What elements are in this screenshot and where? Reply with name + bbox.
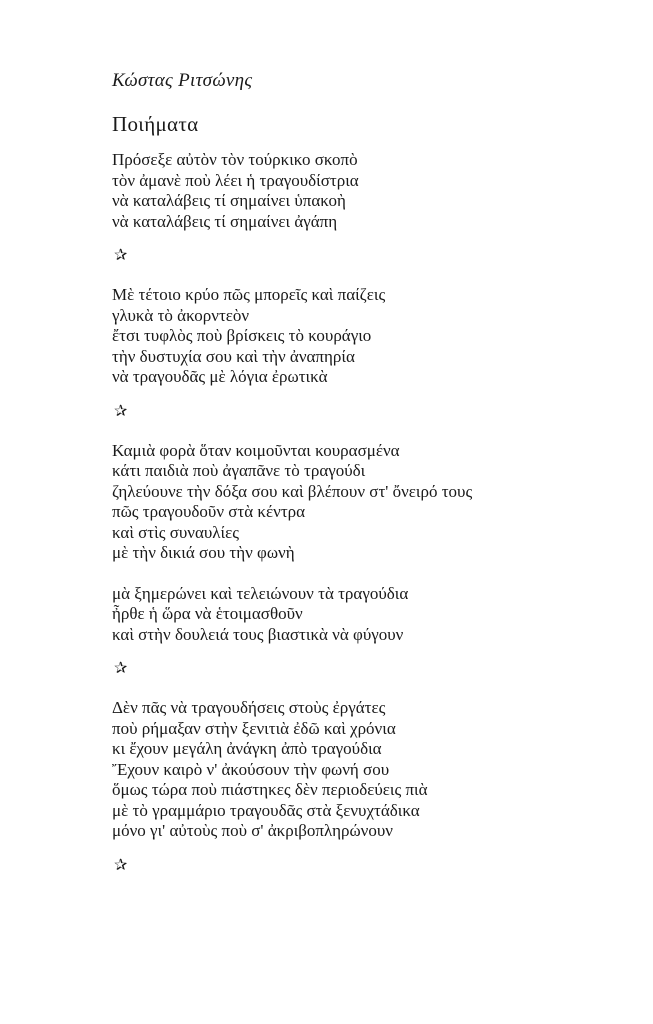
poem-line: καὶ στὴν δουλειά τους βιαστικὰ νὰ φύγουν [112,624,404,644]
stanza-1 [112,150,632,232]
poem-line: ζηλεύουνε τὴν δόξα σου καὶ βλέπουν στ' ὄνειρό τους [112,481,473,501]
poem-line: νὰ καταλάβεις τί σημαίνει ἀγάπη [112,211,338,231]
star-ornament-icon: ✰ [114,856,128,874]
poem-line: Δὲν πᾶς νὰ τραγουδήσεις στοὺς ἐργάτες [112,698,386,717]
poem-line: νὰ τραγουδᾶς μὲ λόγια ἐρωτικὰ [112,367,328,386]
poem-line: ὅμως τώρα ποὺ πιάστηκες δὲν περιοδεύεις πιὰ [112,780,428,799]
poem-line: μόνο γι' αὐτοὺς ποὺ σ' ἀκριβοπληρώνουν [112,821,393,840]
poem-line: Ἔχουν καιρὸ ν' ἀκούσουν τὴν φωνή σου [112,759,390,779]
poem-line: ἔτσι τυφλὸς ποὺ βρίσκεις τὸ κουράγιο [112,326,372,345]
book-title: Ποιήματα [112,112,199,136]
poem-line: νὰ καταλάβεις τί σημαίνει ὑπακοὴ [112,191,346,210]
poem-line: πῶς τραγουδοῦν στὰ κέντρα [112,502,306,521]
poem-line: γλυκὰ τὸ ἀκορντεὸν [112,305,250,325]
star-ornament-icon: ✰ [114,402,128,420]
stanza-gap [112,564,632,584]
poem-line: καὶ στὶς συναυλίες [112,522,239,542]
poem-line: τὴν δυστυχία σου καὶ τὴν ἀναπηρία [112,346,355,366]
stanza-3 [112,441,632,564]
poem-line: κι ἔχουν μεγάλη ἀνάγκη ἀπὸ τραγούδια [112,739,382,758]
author-name: Κώστας Ριτσώνης [112,70,253,91]
poem-line: κάτι παιδιὰ ποὺ ἀγαπᾶνε τὸ τραγούδι [112,461,366,480]
stanza-4 [112,584,632,646]
poem-line: ἦρθε ἡ ὥρα νὰ ἑτοιμασθοῦν [112,604,303,623]
star-ornament-icon: ✰ [114,247,128,264]
poem-line: Καμιὰ φορὰ ὅταν κοιμοῦνται κουρασμένα [112,440,400,460]
poem-line: μὲ τὸ γραμμάριο τραγουδᾶς στὰ ξενυχτάδικα [112,800,420,820]
poem-line: Πρόσεξε αὐτὸν τὸν τούρκικο σκοπὸ [112,150,358,169]
poem-body [112,150,632,876]
poem-line: τὸν ἀμανὲ ποὺ λέει ἡ τραγουδίστρια [112,170,359,190]
stanza-2 [112,285,632,388]
poem-line: ποὺ ρήμαξαν στὴν ξενιτιὰ ἐδῶ καὶ χρόνια [112,718,396,738]
stanza-5 [112,698,632,842]
poem-line: μὰ ξημερώνει καὶ τελειώνουν τὰ τραγούδια [112,583,409,603]
star-ornament-icon: ✰ [114,660,128,677]
poem-line: μὲ τὴν δικιά σου τὴν φωνὴ [112,543,295,562]
poem-line: Μὲ τέτοιο κρύο πῶς μπορεῖς καὶ παίζεις [112,285,386,304]
